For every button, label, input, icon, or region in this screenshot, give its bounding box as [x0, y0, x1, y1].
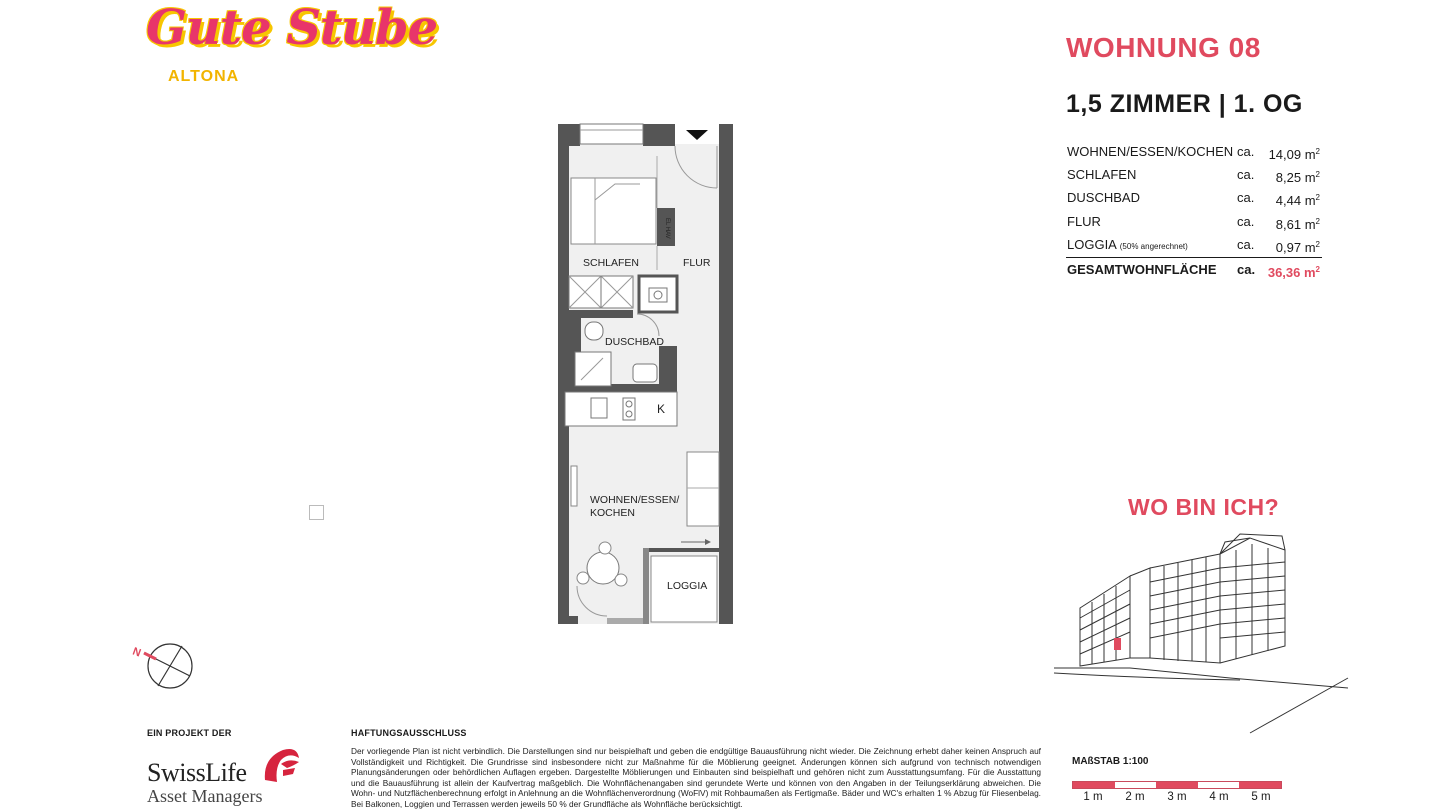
area-table	[1066, 140, 1322, 280]
scale-segment	[1156, 782, 1198, 788]
window-left	[571, 466, 577, 506]
disclaimer-title: HAFTUNGSAUSSCHLUSS	[351, 728, 467, 738]
area-row-flur	[1066, 210, 1322, 233]
area-label: FLUR	[1067, 213, 1101, 229]
sink-icon	[633, 364, 657, 382]
scale-segment	[1198, 782, 1240, 788]
apartment-title: WOHNUNG 08	[1066, 32, 1261, 63]
area-ca: ca.	[1237, 213, 1255, 229]
building-icon	[1050, 528, 1355, 740]
floor-plan-drawing	[555, 120, 737, 628]
wall-left	[558, 124, 569, 624]
scale-labels	[1072, 791, 1282, 807]
swisslife-mark-icon	[259, 746, 301, 786]
area-ca: ca.	[1237, 144, 1255, 159]
scale-segment	[1073, 782, 1115, 788]
building-sketch	[1050, 528, 1355, 740]
area-label: SCHLAFEN	[1067, 167, 1137, 183]
project-by-label: EIN PROJEKT DER	[147, 728, 232, 738]
apartment-location-marker	[1114, 638, 1121, 650]
swisslife-logo	[147, 746, 307, 808]
area-total-value: 36,36 $m^2$	[1267, 264, 1320, 280]
entry-arrow-icon	[686, 130, 708, 140]
scale-label: 5 m	[1251, 791, 1271, 803]
wall-loggia-top	[643, 548, 719, 552]
shaft-icon	[639, 276, 677, 312]
area-value: 4,44 $m^2$	[1275, 193, 1320, 209]
dining-table-icon	[587, 552, 619, 584]
room-label-flur: FLUR	[683, 257, 711, 269]
scale-label: 3 m	[1167, 791, 1187, 803]
room-label-kitchen: K	[657, 402, 666, 416]
swisslife-name: SwissLife	[147, 758, 247, 787]
where-title: WO BIN ICH?	[1128, 494, 1280, 520]
scale-title: MAßSTAB 1:100	[1072, 756, 1149, 767]
room-label-loggia: LOGGIA	[667, 580, 708, 592]
disclaimer-text: Der vorliegende Plan ist nicht verbindlich. Die Darstellungen sind nur beispielhaft und geben die endgültige Bauausführung nicht wieder. Die Zeichnung erhebt daher keinen Anspruch auf Vollständigkeit und Richtigkeit. Die Grundrisse sind insbesondere nicht zur Maßnahme für die Möblierung geeignet. Änderungen können sich aufgrund von technisch notwendigen Planungsänderungen oder behördlichen Auflagen ergeben. Dargestellte Möblierungen und Einbauten sind beispielhaft und gehören nicht zum Ausstattungsumfang. Für die Ausstattung und die Bauausführung ist allein der Kaufvertrag maßgeblich. Die Wohnflächenangaben sind gerundete Werte und können von den Angaben in der Teilungserklärung abweichen. Die Wohn- und Nutzflächenberechnung erfolgt in Anlehnung an die Wohnflächenverordnung (WoFlV) mit Rohbaumaßen als Fertigmaße. Bäder und WC's erhalten 1 % Abzug für Fliesenbelag. Bei Balkonen, Loggien und Terrassen werden jeweils 50 % der Grundfläche als Wohnfläche berücksichtigt.	[351, 746, 1041, 809]
area-row-wohnen	[1066, 140, 1322, 163]
scale-bar	[1072, 781, 1282, 789]
area-note: (50% angerechnet)	[1119, 241, 1188, 251]
logo-script-text: Gute Stube	[146, 0, 438, 56]
window-top	[580, 124, 643, 144]
compass-north-label: N	[130, 645, 143, 660]
shower-icon	[575, 352, 611, 386]
area-row-schlafen	[1066, 163, 1322, 186]
wall-top-mid	[643, 124, 675, 146]
gute-stube-logo	[140, 0, 438, 92]
area-label: LOGGIA (50% angerechnet)	[1067, 236, 1188, 252]
swisslife-sub: Asset Managers	[147, 786, 263, 806]
area-row-loggia	[1066, 233, 1322, 256]
area-value: 8,61 $m^2$	[1275, 216, 1320, 232]
area-ca: ca.	[1237, 190, 1255, 206]
scale-segment	[1115, 782, 1157, 788]
toilet-icon	[585, 322, 603, 340]
logo-altona-text: ALTONA	[168, 68, 240, 85]
area-value: 8,25 $m^2$	[1275, 170, 1320, 186]
wall-top-left	[558, 124, 580, 146]
apartment-subtitle: 1,5 ZIMMER | 1. OG	[1066, 90, 1303, 118]
scale-label: 2 m	[1125, 791, 1145, 803]
area-row-duschbad	[1066, 186, 1322, 209]
bed-icon	[571, 178, 656, 244]
area-ca: ca.	[1237, 167, 1255, 183]
area-total-label: GESAMTWOHNFLÄCHE	[1067, 261, 1217, 277]
floor-plan	[555, 120, 737, 628]
wall-top-right	[719, 124, 733, 146]
area-value: 14,09 $m^2$	[1268, 147, 1320, 162]
room-label-wohnen: WOHNEN/ESSEN/ KOCHEN	[590, 494, 680, 519]
area-label: DUSCHBAD	[1067, 190, 1140, 206]
area-label: WOHNEN/ESSEN/KOCHEN	[1067, 144, 1234, 159]
area-value: 0,97 $m^2$	[1275, 239, 1320, 255]
north-compass	[130, 640, 200, 692]
area-row-total	[1066, 257, 1322, 280]
room-label-schlafen: SCHLAFEN	[583, 257, 640, 269]
scale-label: 1 m	[1083, 791, 1103, 803]
sofa-icon	[687, 452, 719, 526]
placeholder-box	[309, 505, 324, 520]
area-ca: ca.	[1237, 261, 1256, 277]
area-ca: ca.	[1237, 236, 1255, 252]
scale-segment	[1239, 782, 1281, 788]
room-label-duschbad: DUSCHBAD	[605, 336, 664, 348]
wall-right	[719, 124, 733, 624]
scale-label: 4 m	[1209, 791, 1229, 803]
room-label-hav: EL HAV	[664, 218, 670, 239]
